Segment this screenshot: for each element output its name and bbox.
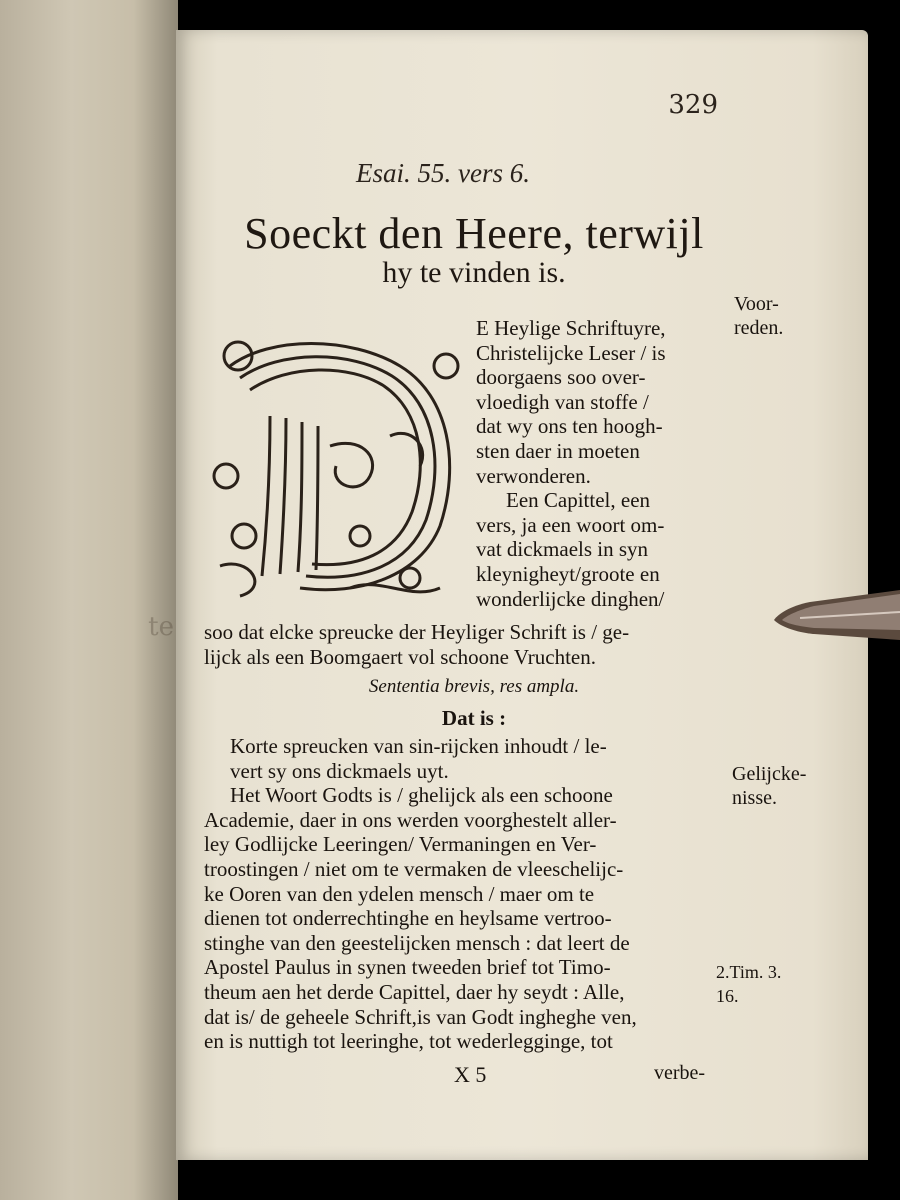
catchword: verbe- (654, 1062, 706, 1084)
page-title: Soeckt den Heere, terwijl (244, 209, 704, 258)
text-line: Een Capittel, een (506, 488, 651, 513)
decorated-initial-d-icon (210, 326, 472, 608)
text-line: vert sy ons dickmaels uyt. (230, 758, 449, 783)
scripture-reference: Esai. 55. vers 6. (356, 158, 530, 188)
margin-note-timothy: 2.Tim. 3. 16. (716, 962, 782, 1006)
signature-mark: X 5 (454, 1062, 487, 1087)
opening-paragraph-continued (204, 620, 744, 730)
text-line: ley Godlijcke Leeringen/ Vermaningen en Ver- (204, 832, 597, 857)
text-line: en is nuttigh tot leeringhe, tot wederlegginge, tot (204, 1029, 613, 1054)
text-line: wonderlijcke dinghen/ (476, 586, 665, 611)
text-line: dat is/ de geheele Schrift,is van Godt ingheghe ven, (204, 1004, 637, 1029)
main-paragraph (204, 734, 744, 1054)
text-line: E Heylige Schriftuyre, (476, 316, 666, 340)
text-line: sten daer in moeten (476, 438, 640, 463)
book-page (176, 30, 868, 1160)
text-line: Apostel Paulus in synen tweeden brief tot Timo- (204, 955, 611, 980)
text-line: doorgaens soo over- (476, 365, 646, 390)
sententia: Sententia brevis, res ampla. (368, 676, 580, 698)
page-number: 329 (668, 90, 718, 120)
text-line: ke Ooren van den ydelen mensch / maer om te (204, 881, 595, 906)
text-line: soo dat elcke spreucke der Heyliger Schrift is / ge- (204, 620, 630, 644)
text-line: verwonderen. (476, 463, 591, 488)
facing-page (0, 0, 178, 1200)
dat-is-heading: Dat is : (441, 705, 507, 730)
page-subtitle: hy te vinden is. (382, 256, 566, 289)
text-line: vloedigh van stoffe / (476, 389, 649, 414)
text-line: troostingen / niet om te vermaken de vleeschelijc- (204, 856, 624, 881)
text-line: vers, ja een woort om- (476, 512, 665, 537)
text-line: Academie, daer in ons werden voorghestelt aller- (204, 807, 617, 832)
text-line: Korte spreucken van sin-rijcken inhoudt / le- (230, 734, 607, 758)
text-line: kleynigheyt/groote en (476, 561, 660, 586)
text-line: stinghe van den geestelijcken mensch : dat leert de (204, 930, 630, 955)
text-line: dat wy ons ten hoogh- (476, 414, 663, 439)
text-line: Christelijcke Leser / is (476, 340, 666, 365)
margin-note-gelijckenisse: Gelijcke- nisse. (732, 763, 807, 809)
facing-page-bleed: te (148, 612, 174, 642)
text-line: theum aen het derde Capittel, daer hy seydt : Alle, (204, 979, 625, 1004)
page-pointer-icon (770, 580, 900, 650)
opening-paragraph (476, 316, 721, 611)
text-line: lijck als een Boomgaert vol schoone Vruchten. (204, 644, 596, 669)
text-line: Het Woort Godts is / ghelijck als een schoone (230, 783, 613, 808)
margin-note-voorreden: Voor- reden. (734, 293, 784, 339)
text-line: vat dickmaels in syn (476, 537, 649, 562)
text-line: dienen tot onderrechtinghe en heylsame vertroo- (204, 906, 612, 931)
